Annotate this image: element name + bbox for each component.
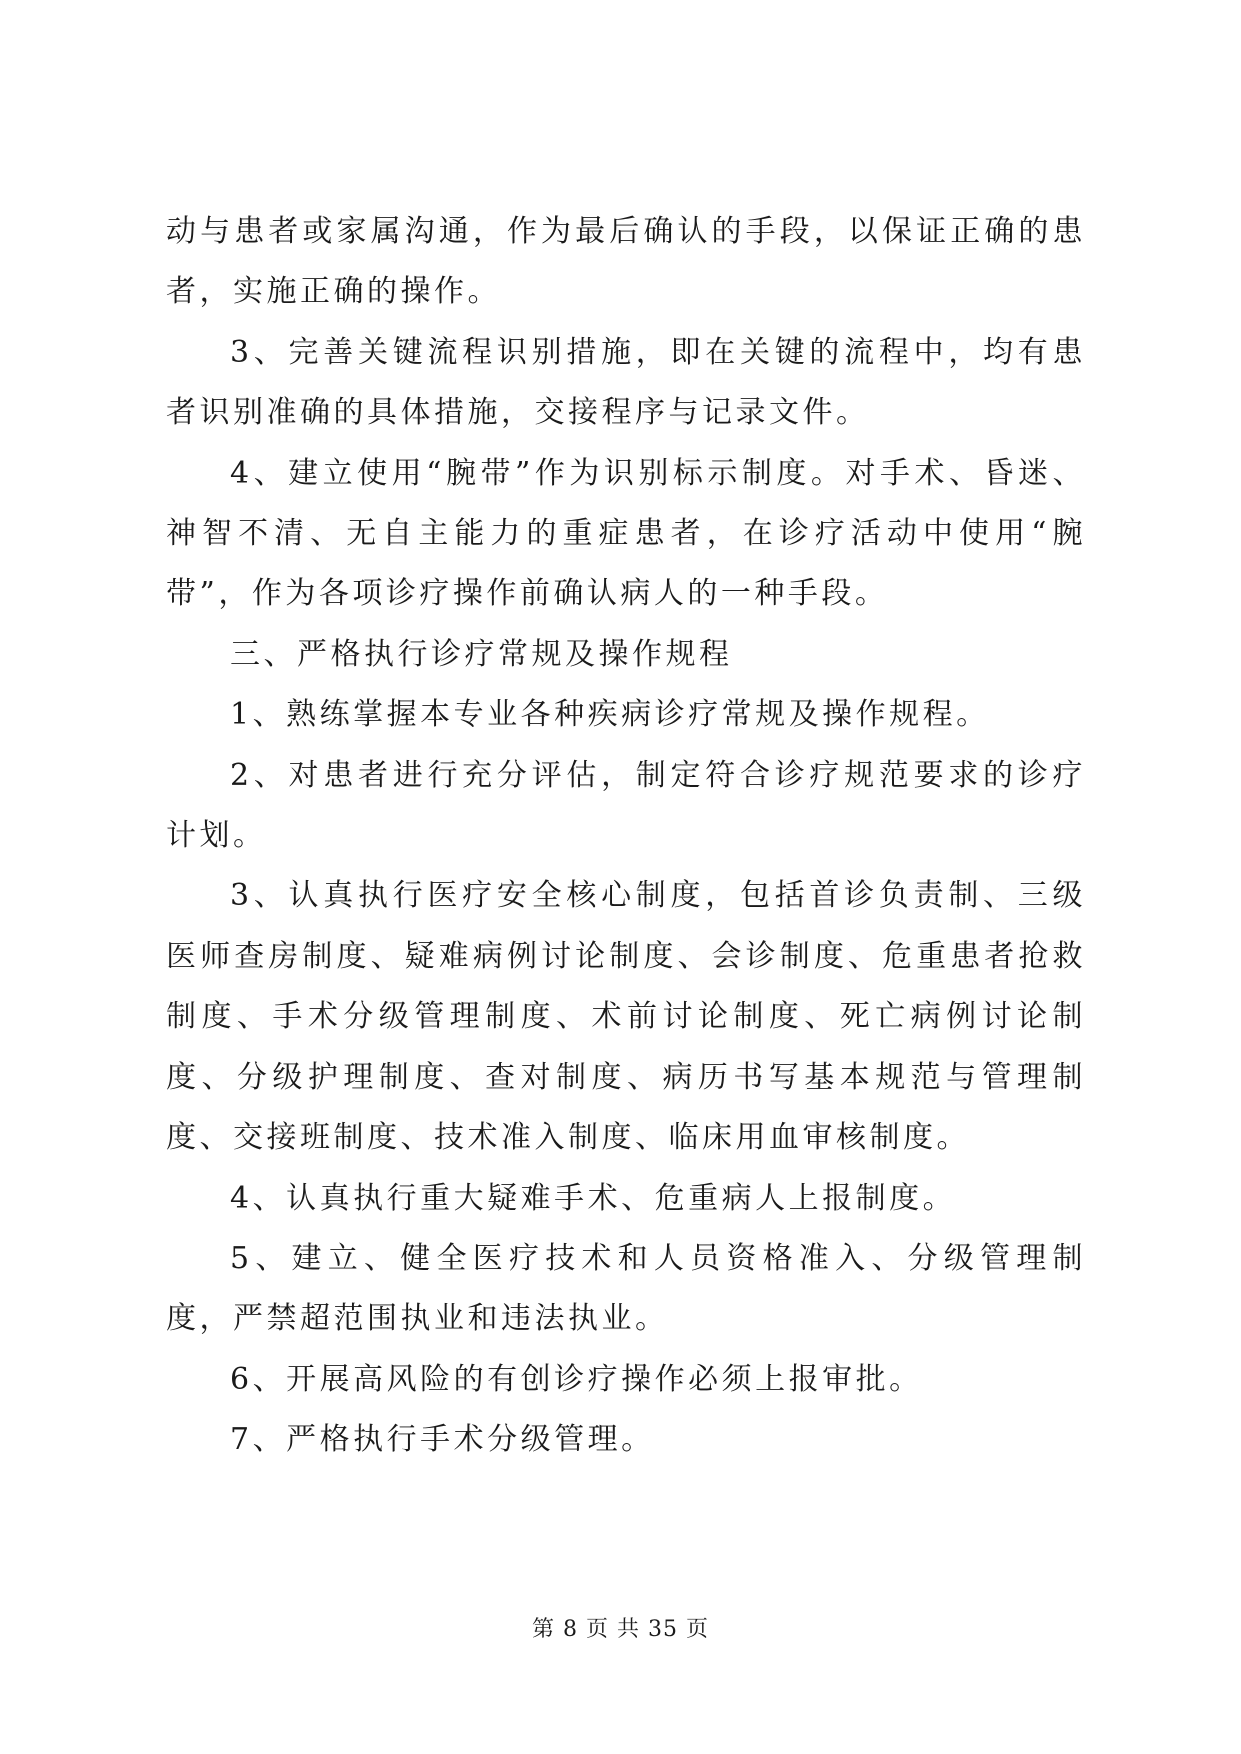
- paragraph: 3、认真执行医疗安全核心制度，包括首诊负责制、三级医师查房制度、疑难病例讨论制度、会诊制度、危重患者抢救制度、手术分级管理制度、术前讨论制度、死亡病例讨论制度、分级护理制度、查对制度、病历书写基本规范与管理制度、交接班制度、技术准入制度、临床用血审核制度。: [166, 878, 1086, 1156]
- paragraph: 2、对患者进行充分评估，制定符合诊疗规范要求的诊疗计划。: [166, 757, 1086, 854]
- page-footer: 第 8 页 共 35 页: [532, 1617, 709, 1642]
- paragraph: 4、认真执行重大疑难手术、危重病人上报制度。: [230, 1180, 957, 1216]
- paragraph: 6、开展高风险的有创诊疗操作必须上报审批。: [230, 1361, 923, 1397]
- paragraph: 1、熟练掌握本专业各种疾病诊疗常规及操作规程。: [230, 697, 990, 733]
- paragraph: 7、严格执行手术分级管理。: [230, 1422, 655, 1458]
- section-heading: 三、严格执行诊疗常规及操作规程: [230, 636, 733, 672]
- paragraph: 5、建立、健全医疗技术和人员资格准入、分级管理制度，严禁超范围执业和违法执业。: [166, 1240, 1086, 1337]
- body-text: [166, 202, 1086, 1471]
- paragraph: 4、建立使用“腕带”作为识别标示制度。对手术、昏迷、神智不清、无自主能力的重症患者，在诊疗活动中使用“腕带”，作为各项诊疗操作前确认病人的一种手段。: [166, 455, 1086, 612]
- paragraph: 3、完善关键流程识别措施，即在关键的流程中，均有患者识别准确的具体措施，交接程序与记录文件。: [166, 334, 1086, 431]
- paragraph: 动与患者或家属沟通，作为最后确认的手段，以保证正确的患者，实施正确的操作。: [166, 214, 1086, 310]
